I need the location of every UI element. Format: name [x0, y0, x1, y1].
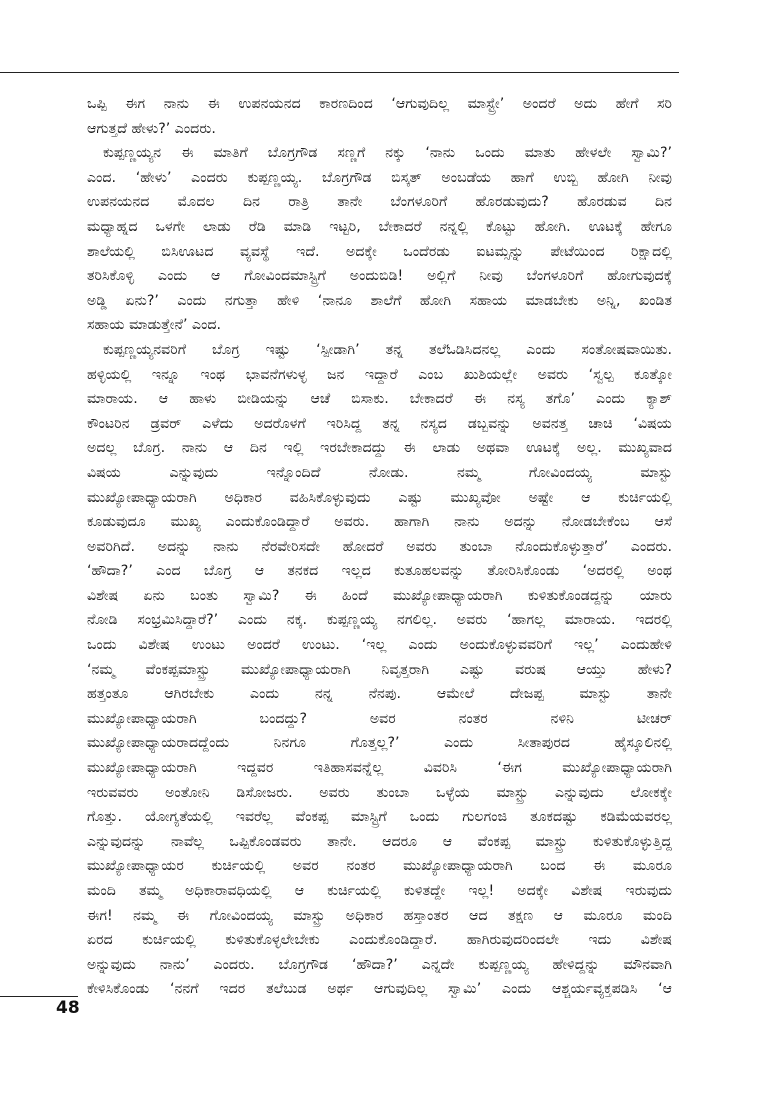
text-line: ಇರುವವರು ಅಂತೋನಿ ಡಿಸೋಜರು. ಅವರು ತುಂಬಾ ಒಳ್ಳೆಯ ಮಾಸ್ಟ್ರು ಎನ್ನುವುದು ಲೋಕಕ್ಕೇ [87, 784, 672, 801]
text-line: ನೋಡಿ ಸಂಭ್ರಮಿಸಿದ್ದಾರೆ?’ ಎಂದು ನಕ್ಕ. ಕುಪ್ಪಣ್ಣಯ್ಯ ನಗಲಿಲ್ಲ. ಅವರು ‘ಹಾಗಲ್ಲ ಮಾರಾಯ. ಇದರಲ್ಲಿ [87, 612, 672, 629]
text-line: ಒಂದು ವಿಶೇಷ ಉಂಟು ಅಂದರೆ ಉಂಟು. ‘ಇಲ್ಲ ಎಂದು ಅಂದುಕೊಳ್ಳುವವರಿಗೆ ಇಲ್ಲ’ ಎಂದುಹೇಳಿ [87, 637, 672, 654]
text-line: ಕೌಂಟರಿನ ಡ್ರವರ್ ಎಳೆದು ಅದರೊಳಗೆ ಇರಿಸಿದ್ದ ತನ್ನ ನಸ್ಯದ ಡಬ್ಬವನ್ನು ಅವನತ್ತ ಚಾಚಿ ‘ವಿಷಯ [87, 415, 672, 432]
text-line: ಈಗ! ನಮ್ಮ ಈ ಗೋವಿಂದಯ್ಯ ಮಾಸ್ಟ್ರು ಅಧಿಕಾರ ಹಸ್ತಾಂತರ ಆದ ತಕ್ಷಣ ಆ ಮೂರೂ ಮಂದಿ [87, 907, 672, 924]
text-line: ವಿಶೇಷ ಏನು ಬಂತು ಸ್ವಾಮಿ? ಈ ಹಿಂದೆ ಮುಖ್ಯೋಪಾಧ್ಯಾಯರಾಗಿ ಕುಳಿತುಕೊಂಡದ್ದನ್ನು ಯಾರು [87, 587, 672, 604]
text-line: ‘ಹೌದಾ?’ ಎಂದ ಬೊಗ್ರ ಆ ತನಕದ ಇಲ್ಲದ ಕುತೂಹಲವನ್ನು ತೋರಿಸಿಕೊಂಡು ‘ಅದರಲ್ಲಿ ಅಂಥ [87, 563, 672, 580]
text-line: ಅಡ್ಡಿ ಏನು?’ ಎಂದು ನಗುತ್ತಾ ಹೇಳಿ ‘ನಾನೂ ಶಾಲೆಗೆ ಹೋಗಿ ಸಹಾಯ ಮಾಡಬೇಕು ಅನ್ನಿ, ಖಂಡಿತ [87, 292, 672, 309]
text-line: ವಿಷಯ ಎನ್ನುವುದು ಇನ್ನೊಂದಿದೆ ನೋಡು. ನಮ್ಮ ಗೋವಿಂದಯ್ಯ ಮಾಸ್ಟು [87, 464, 672, 481]
text-line: ಮುಖ್ಯೋಪಾಧ್ಯಾಯರ ಕುರ್ಚಿಯಲ್ಲಿ ಅವರ ನಂತರ ಮುಖ್ಯೋಪಾಧ್ಯಾಯರಾಗಿ ಬಂದ ಈ ಮೂರೂ [87, 858, 672, 875]
text-line: ಹತ್ತಂತೂ ಆಗಿರಬೇಕು ಎಂದು ನನ್ನ ನೆನಪು. ಆಮೇಲೆ ದೇಜಪ್ಪ ಮಾಸ್ಟು ತಾನೇ [87, 686, 672, 703]
text-line: ಮುಖ್ಯೋಪಾಧ್ಯಾಯರಾಗಿ ಬಂದದ್ದು? ಅವರ ನಂತರ ನಳಿನಿ ಟೀಚರ್ [87, 710, 672, 727]
text-line: ಕುಪ್ಪಣ್ಣಯ್ಯನವರಿಗೆ ಬೊಗ್ರ ಇಷ್ಟು ‘ಸ್ಪೀಡಾಗಿ’ ತನ್ನ ತಲೆಓಡಿಸಿದನಲ್ಲ ಎಂದು ಸಂತೋಷವಾಯಿತು. [103, 341, 672, 358]
footer-rule [0, 996, 78, 997]
text-line: ತರಿಸಿಕೊಳ್ಳಿ ಎಂದು ಆ ಗೋವಿಂದಮಾಸ್ಟ್ರಿಗೆ ಅಂದುಬಿಡಿ! ಅಲ್ಲಿಗೆ ನೀವು ಬೆಂಗಳೂರಿಗೆ ಹೋಗುವುದಕ್ಕೆ [87, 268, 672, 285]
text-line: ಏರದ ಕುರ್ಚಿಯಲ್ಲಿ ಕುಳಿತುಕೊಳ್ಳಲೇಬೇಕು ಎಂದುಕೊಂಡಿದ್ದಾರೆ. ಹಾಗಿರುವುದರಿಂದಲೇ ಇದು ವಿಶೇಷ [87, 932, 672, 949]
text-line: ಶಾಲೆಯಲ್ಲಿ ಬಿಸಿಊಟದ ವ್ಯವಸ್ಥೆ ಇದೆ. ಅದಕ್ಕೇ ಒಂದೆರಡು ಐಟಮ್ಸನ್ನು ಪೇಟೆಯಿಂದ ರಿಕ್ಷಾದಲ್ಲಿ [87, 243, 672, 260]
body-text [87, 92, 672, 1002]
page-number: 48 [56, 998, 80, 1018]
text-line: ಅದಲ್ಲ ಬೊಗ್ರ. ನಾನು ಆ ದಿನ ಇಲ್ಲಿ ಇರಬೇಕಾದದ್ದು ಈ ಲಾಡು ಅಥವಾ ಊಟಕ್ಕೆ ಅಲ್ಲ. ಮುಖ್ಯವಾದ [87, 440, 672, 457]
text-line: ಮಧ್ಯಾಹ್ನದ ಒಳಗೇ ಲಾಡು ರೆಡಿ ಮಾಡಿ ಇಟ್ಟರಿ, ಬೇಕಾದರೆ ನನ್ನಲ್ಲಿ ಕೊಟ್ಟು ಹೋಗಿ. ಊಟಕ್ಕೆ ಹೇಗೂ [87, 218, 672, 235]
text-line: ಆಗುತ್ತದೆ ಹೇಳು?’ ಎಂದರು. [87, 120, 216, 137]
text-line: ಮುಖ್ಯೋಪಾಧ್ಯಾಯರಾಗಿ ಇದ್ದವರ ಇತಿಹಾಸವನ್ನೆಲ್ಲ ವಿವರಿಸಿ ‘ಈಗ ಮುಖ್ಯೋಪಾಧ್ಯಾಯರಾಗಿ [87, 760, 672, 777]
text-line: ಅವರಿಗಿದೆ. ಅದನ್ನು ನಾನು ನೆರವೇರಿಸದೇ ಹೋದರೆ ಅವರು ತುಂಬಾ ನೊಂದುಕೊಳ್ಳುತ್ತಾರೆ’ ಎಂದರು. [87, 538, 672, 555]
text-line: ‘ನಮ್ಮ ವೆಂಕಪ್ಪಮಾಸ್ಟ್ರು ಮುಖ್ಯೋಪಾಧ್ಯಾಯರಾಗಿ ನಿವೃತ್ತರಾಗಿ ಎಷ್ಟು ವರುಷ ಆಯ್ತು ಹೇಳು? [87, 661, 672, 678]
text-line: ಮಾರಾಯ. ಆ ಹಾಳು ಬೀಡಿಯನ್ನು ಆಚೆ ಬಿಸಾಕು. ಬೇಕಾದರೆ ಈ ನಸ್ಯ ತಗೊ’ ಎಂದು ಕ್ಯಾಶ್ [87, 391, 672, 408]
text-line: ಕುಪ್ಪಣ್ಣಯ್ಯನ ಈ ಮಾತಿಗೆ ಬೊಗ್ರಗೌಡ ಸಣ್ಣಗೆ ನಕ್ಕು ‘ನಾನು ಒಂದು ಮಾತು ಹೇಳಲೇ ಸ್ವಾಮಿ?’ [103, 145, 672, 162]
text-line: ಉಪನಯನದ ಮೊದಲ ದಿನ ರಾತ್ರಿ ತಾನೇ ಬೆಂಗಳೂರಿಗೆ ಹೊರಡುವುದು? ಹೊರಡುವ ದಿನ [87, 194, 672, 211]
header-rule [0, 72, 679, 73]
text-line: ಎನ್ನುವುದನ್ನು ನಾವೆಲ್ಲ ಒಪ್ಪಿಕೊಂಡವರು ತಾನೇ. ಆದರೂ ಆ ವೆಂಕಪ್ಪ ಮಾಸ್ಟ್ರು ಕುಳಿತುಕೊಳ್ಳುತ್ತಿದ್ದ [87, 833, 672, 850]
text-line: ಹಳ್ಳಿಯಲ್ಲಿ ಇನ್ನೂ ಇಂಥ ಭಾವನೆಗಳುಳ್ಳ ಜನ ಇದ್ದಾರೆ ಎಂಬ ಖುಶಿಯಲ್ಲೇ ಅವರು ‘ಸ್ವಲ್ಪ ಕೂತ್ಕೋ [87, 366, 672, 383]
text-line: ಒಪ್ಪಿ ಈಗ ನಾನು ಈ ಉಪನಯನದ ಕಾರಣದಿಂದ ‘ಆಗುವುದಿಲ್ಲ ಮಾಸ್ಟ್ರೇ’ ಅಂದರೆ ಅದು ಹೇಗೆ ಸರಿ [87, 96, 672, 112]
text-line: ಮುಖ್ಯೋಪಾಧ್ಯಾಯರಾದದ್ದೆಂದು ನಿನಗೂ ಗೊತ್ತಲ್ಲ?’ ಎಂದು ಸೀತಾಪುರದ ಹೈಸ್ಕೂಲಿನಲ್ಲಿ [87, 735, 672, 752]
text-line: ಗೊತ್ತು. ಯೋಗ್ಯತೆಯಲ್ಲಿ ಇವರೆಲ್ಲ ವೆಂಕಪ್ಪ ಮಾಸ್ಟ್ರಿಗೆ ಒಂದು ಗುಲಗಂಜಿ ತೂಕದಷ್ಟು ಕಡಿಮೆಯವರಲ್ಲ [87, 809, 672, 826]
text-line: ಸಹಾಯ ಮಾಡುತ್ತೇನೆ’ ಎಂದ. [87, 317, 222, 334]
text-line: ಕೂಡುವುದೂ ಮುಖ್ಯ ಎಂದುಕೊಂಡಿದ್ದಾರೆ ಅವರು. ಹಾಗಾಗಿ ನಾನು ಅದನ್ನು ನೋಡಬೇಕೆಂಬ ಆಸೆ [87, 514, 672, 531]
text-line: ಮುಖ್ಯೋಪಾಧ್ಯಾಯರಾಗಿ ಅಧಿಕಾರ ವಹಿಸಿಕೊಳ್ಳುವುದು ಎಷ್ಟು ಮುಖ್ಯವೋ ಅಷ್ಟೇ ಆ ಕುರ್ಚಿಯಲ್ಲಿ [87, 489, 672, 506]
text-line: ಎಂದ. ‘ಹೇಳು’ ಎಂದರು ಕುಪ್ಪಣ್ಣಯ್ಯ. ಬೊಗ್ರಗೌಡ ಬಿಸ್ಕತ್ ಅಂಬಡೆಯ ಹಾಗೆ ಉಬ್ಬಿ ಹೋಗಿ ನೀವು [87, 169, 672, 186]
text-line: ಕೇಳಿಸಿಕೊಂಡು ‘ನನಗೆ ಇದರ ತಲೆಬುಡ ಅರ್ಥ ಆಗುವುದಿಲ್ಲ ಸ್ವಾಮಿ’ ಎಂದು ಆಶ್ಚರ್ಯವ್ಯಕ್ತಪಡಿಸಿ ‘ಆ [87, 981, 672, 998]
text-line: ಅನ್ನುವುದು ನಾನು’ ಎಂದರು. ಬೊಗ್ರಗೌಡ ‘ಹೌದಾ?’ ಎನ್ನದೇ ಕುಪ್ಪಣ್ಣಯ್ಯ ಹೇಳಿದ್ದನ್ನು ಮೌನವಾಗಿ [87, 956, 672, 973]
text-line: ಮಂದಿ ತಮ್ಮ ಅಧಿಕಾರಾವಧಿಯಲ್ಲಿ ಆ ಕುರ್ಚಿಯಲ್ಲಿ ಕುಳಿತದ್ದೇ ಇಲ್ಲ! ಅದಕ್ಕೇ ವಿಶೇಷ ಇರುವುದು [87, 883, 672, 899]
